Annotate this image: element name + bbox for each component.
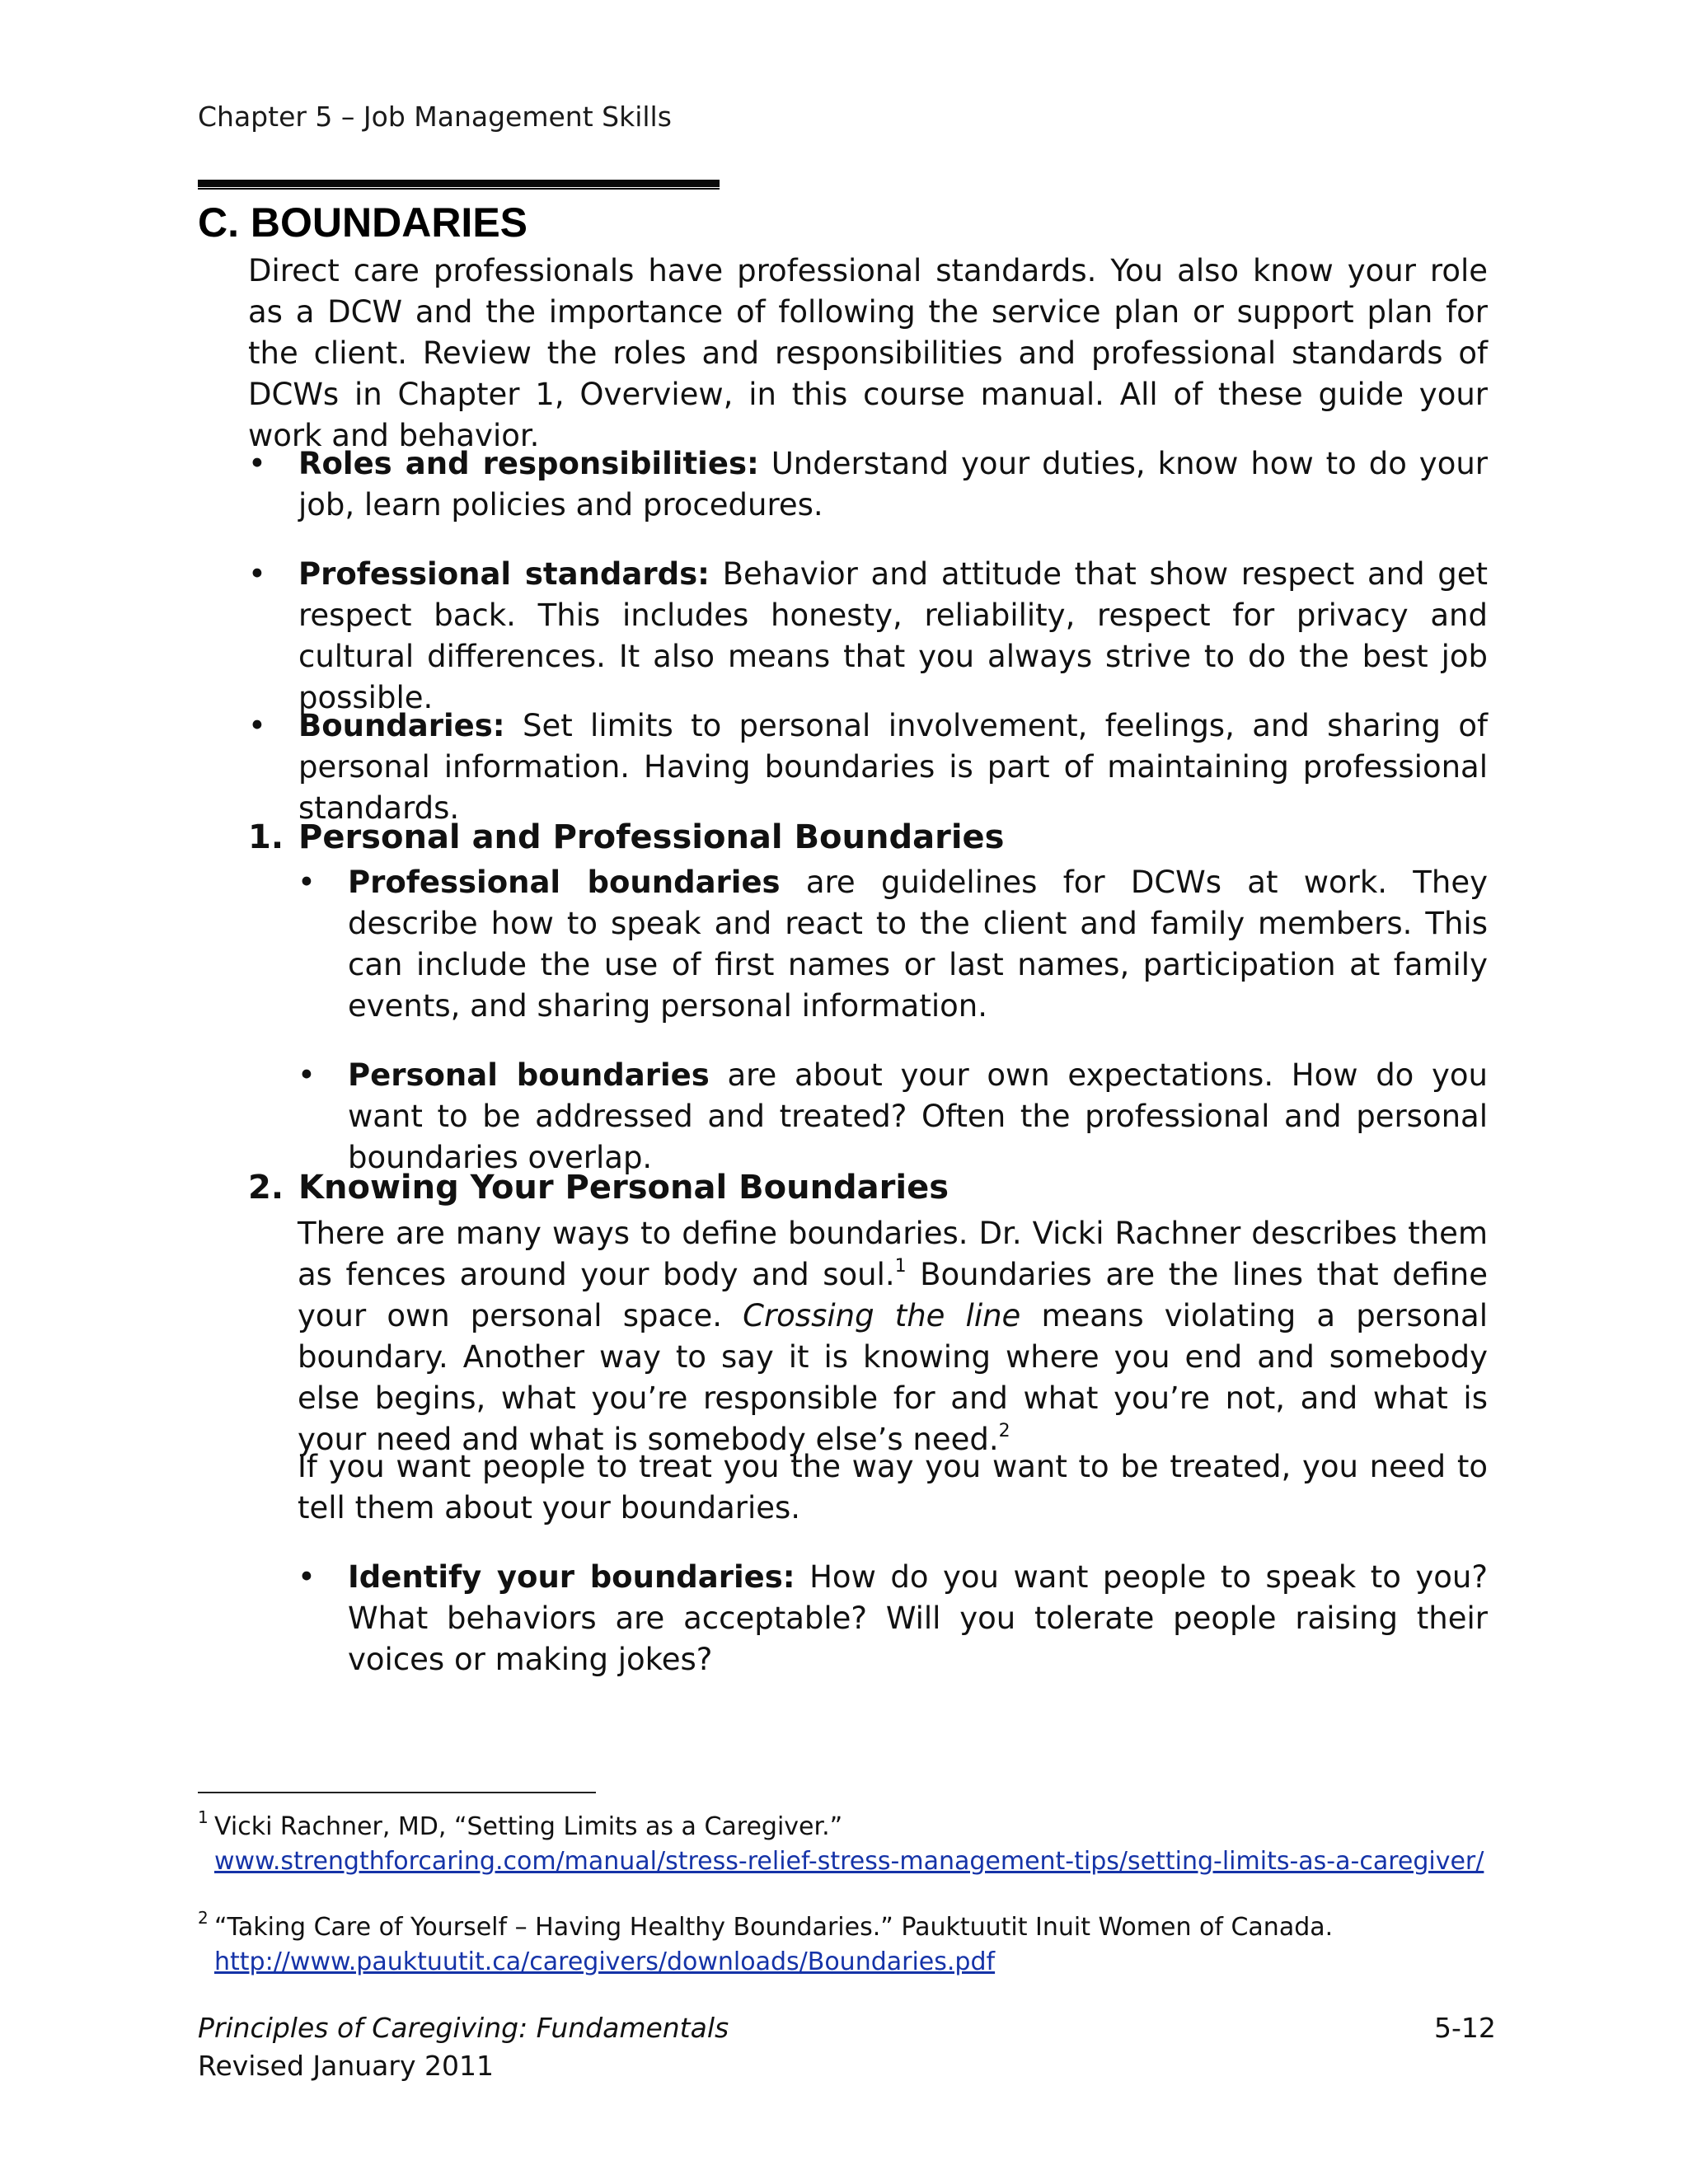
bullet-icon: • [298,1057,316,1093]
footnote-2: 2 “Taking Care of Yourself – Having Healthy Boundaries.” Pauktuutit Inuit Women of Canada. http://www.pauktuutit.ca/caregivers/downloads/Boundaries.pdf [198,1910,1517,1980]
bullet-term: Boundaries: [298,708,505,743]
bullet-icon: • [248,446,266,481]
bullet-text: are guidelines for DCWs at work. They describe how to speak and react to the client and family members. This can include the use of first names or last names, participation at family events, and sharing personal information. [348,865,1488,1024]
bullet-professional-standards [248,554,1488,719]
footnote-link[interactable]: www.strengthforcaring.com/manual/stress-relief-stress-management-tips/setting-limits-as-a-caregiver/ [214,1847,1484,1876]
intro-paragraph: Direct care professionals have professional standards. You also know your role as a DCW and the importance of following the service plan or support plan for the client. Review the roles and responsibilities and professional standards of DCWs in Chapter 1, Overview, in this course manual. All of these guide your work and behavior. [248,253,1488,453]
footer-revised-date: Revised January 2011 [198,2050,494,2082]
tell-boundaries-paragraph: If you want people to treat you the way you want to be treated, you need to tell them about your boundaries. [298,1449,1488,1526]
bullet-icon: • [248,708,266,743]
bullet-boundaries [248,705,1488,829]
footer-book-title: Principles of Caregiving: Fundamentals [198,2012,729,2044]
subsection-number: 2. [248,1169,284,1207]
heading-rule [198,180,720,190]
subsection-title: Knowing Your Personal Boundaries [298,1169,950,1207]
footnote-1: 1 Vicki Rachner, MD, “Setting Limits as a Caregiver.” www.strengthforcaring.com/manual/stress-relief-stress-management-tips/setting-limits-as-a-caregiver/ [198,1810,1517,1879]
footnote-ref-2: 2 [998,1421,1010,1441]
bullet-icon: • [298,1559,316,1595]
section-bullet-list [248,705,1488,829]
subsection-1-bullet-list [298,862,1488,1027]
subsection-title: Personal and Professional Boundaries [298,818,1005,856]
subsection-1-heading [248,814,1004,860]
section-bullet-list [248,554,1488,719]
footnote-divider [198,1792,596,1793]
bullet-term: Roles and responsibilities: [298,446,759,481]
bullet-term: Identify your boundaries: [348,1559,795,1595]
page-footer [198,2009,729,2085]
footnote-text: Vicki Rachner, MD, “Setting Limits as a Caregiver.” [214,1812,843,1841]
bullet-text: How do you want people to speak to you? What behaviors are acceptable? Will you tolerate people raising their voices or making jokes? [348,1559,1488,1677]
bullet-icon: • [298,865,316,900]
subsection-1-bullet-list [298,1055,1488,1179]
bullet-personal-boundaries [298,1055,1488,1179]
bullet-term: Professional standards: [298,556,710,592]
boundaries-paragraph: There are many ways to define boundaries. Dr. Vicki Rachner describes them as fences around your body and soul.$^1$ Boundaries are the lines that define your own personal space. Crossing the line means violating a personal boundary. Another way to say it is knowing where you end and somebody else begins, what you’re responsible for and what you’re not, and what is your need and what is somebody else’s need.$^2$ [298,1216,1488,1457]
subsection-number: 1. [248,818,284,856]
bullet-text: are about your own expectations. How do you want to be addressed and treated? Often the professional and personal boundaries overlap. [348,1057,1488,1175]
bullet-text: Set limits to personal involvement, feelings, and sharing of personal information. Having boundaries is part of maintaining professional standards. [298,708,1488,826]
footnote-ref-1: 1 [894,1256,907,1277]
chapter-header: Chapter 5 – Job Management Skills [198,101,672,133]
bullet-term: Professional boundaries [348,865,781,900]
bullet-term: Personal boundaries [348,1057,710,1093]
section-bullet-list [248,443,1488,526]
bullet-text: Understand your duties, know how to do your job, learn policies and procedures. [298,446,1488,523]
bullet-professional-boundaries [298,862,1488,1027]
subsection-2-heading [248,1165,949,1211]
footnote-link[interactable]: http://www.pauktuutit.ca/caregivers/downloads/Boundaries.pdf [214,1947,996,1976]
emphasis-text: Crossing the line [743,1298,1021,1333]
bullet-text: Behavior and attitude that show respect and get respect back. This includes honesty, reliability, respect for privacy and cultural differences. It also means that you always strive to do the best job possible. [298,556,1489,715]
bullet-icon: • [248,556,266,592]
bullet-roles [248,443,1488,526]
subsection-2-bullet-list [298,1557,1488,1680]
bullet-identify-boundaries [298,1557,1488,1680]
section-title: C. BOUNDARIES [198,199,528,246]
page-number: 5-12 [1434,2012,1496,2044]
footnote-text: “Taking Care of Yourself – Having Healthy Boundaries.” Pauktuutit Inuit Women of Canada. [214,1913,1334,1942]
